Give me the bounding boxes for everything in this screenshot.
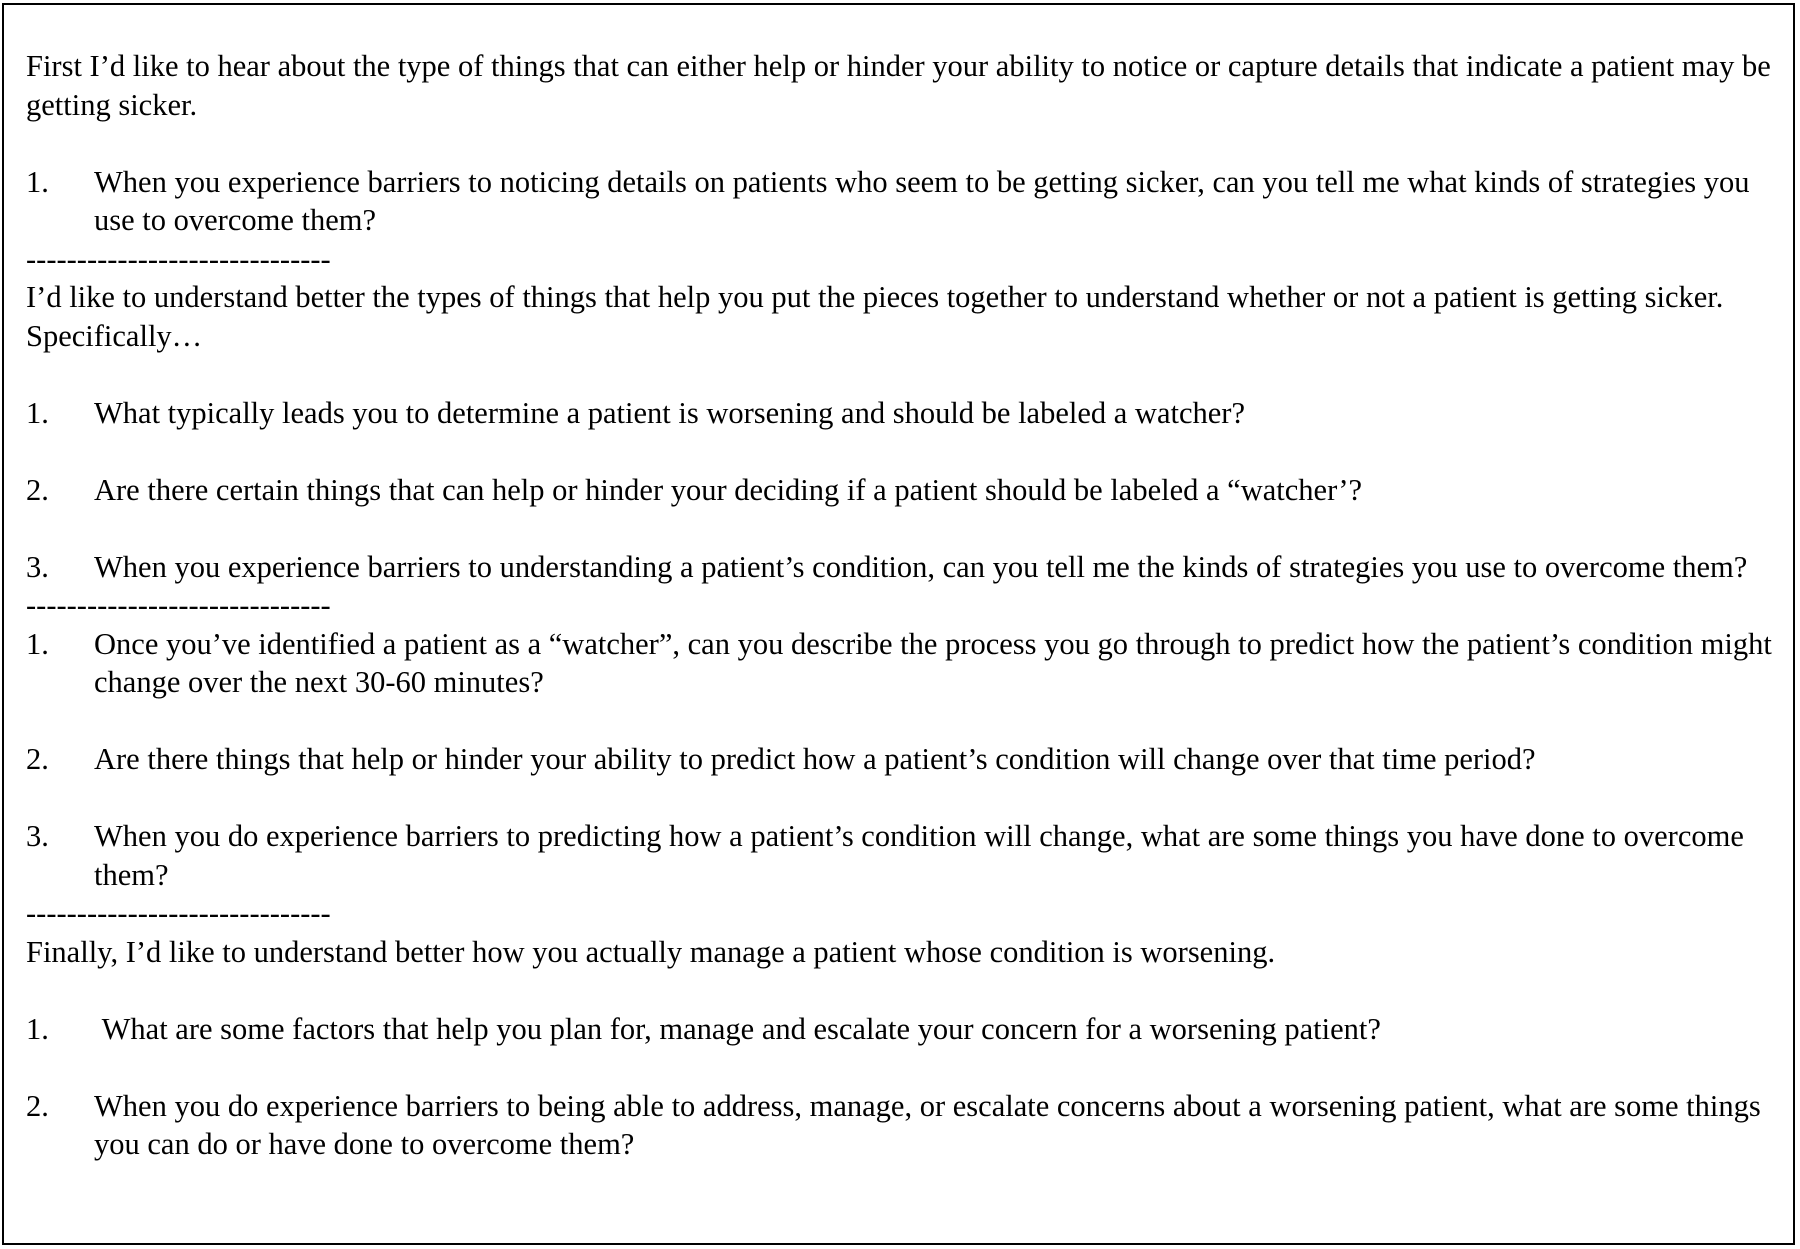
question-text: When you experience barriers to understanding a patient’s condition, can you tell me the kinds of strategies you use to overcome them?	[94, 549, 1748, 584]
spacer	[26, 432, 1781, 471]
section2-question-3	[26, 548, 1781, 587]
question-text: When you do experience barriers to predicting how a patient’s condition will change, what are some things you have done to overcome them?	[94, 819, 1744, 892]
spacer	[26, 971, 1781, 1010]
spacer	[26, 779, 1781, 818]
section2-question-2	[26, 471, 1781, 510]
section2-intro: I’d like to understand better the types of things that help you put the pieces together to understand whether or not a patient is getting sicker. Specifically…	[26, 280, 1724, 353]
question-number: 2.	[26, 472, 49, 507]
section4-question-1	[26, 1010, 1781, 1049]
question-text: When you experience barriers to noticing details on patients who seem to be getting sicker, can you tell me what kinds of strategies you use to overcome them?	[94, 164, 1750, 237]
spacer	[26, 509, 1781, 548]
section-divider: ------------------------------	[26, 896, 331, 930]
question-number: 3.	[26, 819, 49, 853]
intro-paragraph: First I’d like to hear about the type of things that can either help or hinder your ability to notice or capture details that indicate a patient may be getting sicker.	[26, 49, 1771, 122]
section-divider: ------------------------------	[26, 588, 331, 622]
section3-question-1	[26, 625, 1781, 702]
question-text: What are some factors that help you plan for, manage and escalate your concern for a worsening patient?	[94, 1011, 1381, 1046]
question-number: 1.	[26, 395, 49, 430]
spacer	[26, 124, 1781, 163]
question-text: Are there things that help or hinder your ability to predict how a patient’s condition will change over that time period?	[94, 742, 1536, 776]
question-number: 3.	[26, 549, 49, 584]
question-number: 1.	[26, 164, 49, 199]
spacer	[26, 702, 1781, 741]
section-divider: ------------------------------	[26, 241, 331, 276]
section3-question-2	[26, 740, 1781, 779]
question-number: 1.	[26, 1011, 49, 1046]
question-text: Once you’ve identified a patient as a “watcher”, can you describe the process you go through to predict how the patient’s condition might change over the next 30-60 minutes?	[94, 626, 1772, 699]
section3-question-3	[26, 817, 1781, 894]
question-number: 1.	[26, 626, 49, 661]
question-number: 2.	[26, 1088, 49, 1123]
section4-intro: Finally, I’d like to understand better how you actually manage a patient whose condition is worsening.	[26, 934, 1276, 969]
spacer	[26, 1048, 1781, 1087]
question-text: What typically leads you to determine a patient is worsening and should be labeled a watcher?	[94, 395, 1245, 430]
question-text: Are there certain things that can help or hinder your deciding if a patient should be labeled a “watcher’?	[94, 472, 1363, 507]
question-number: 2.	[26, 742, 49, 776]
spacer	[26, 355, 1781, 394]
section2-question-1	[26, 394, 1781, 433]
section4-question-2	[26, 1087, 1781, 1164]
interview-guide-box	[2, 3, 1795, 1245]
question-text: When you do experience barriers to being able to address, manage, or escalate concerns about a worsening patient, what are some things you can do or have done to overcome them?	[94, 1088, 1761, 1161]
interview-guide-content	[26, 47, 1781, 1164]
section1-question-1	[26, 163, 1781, 240]
